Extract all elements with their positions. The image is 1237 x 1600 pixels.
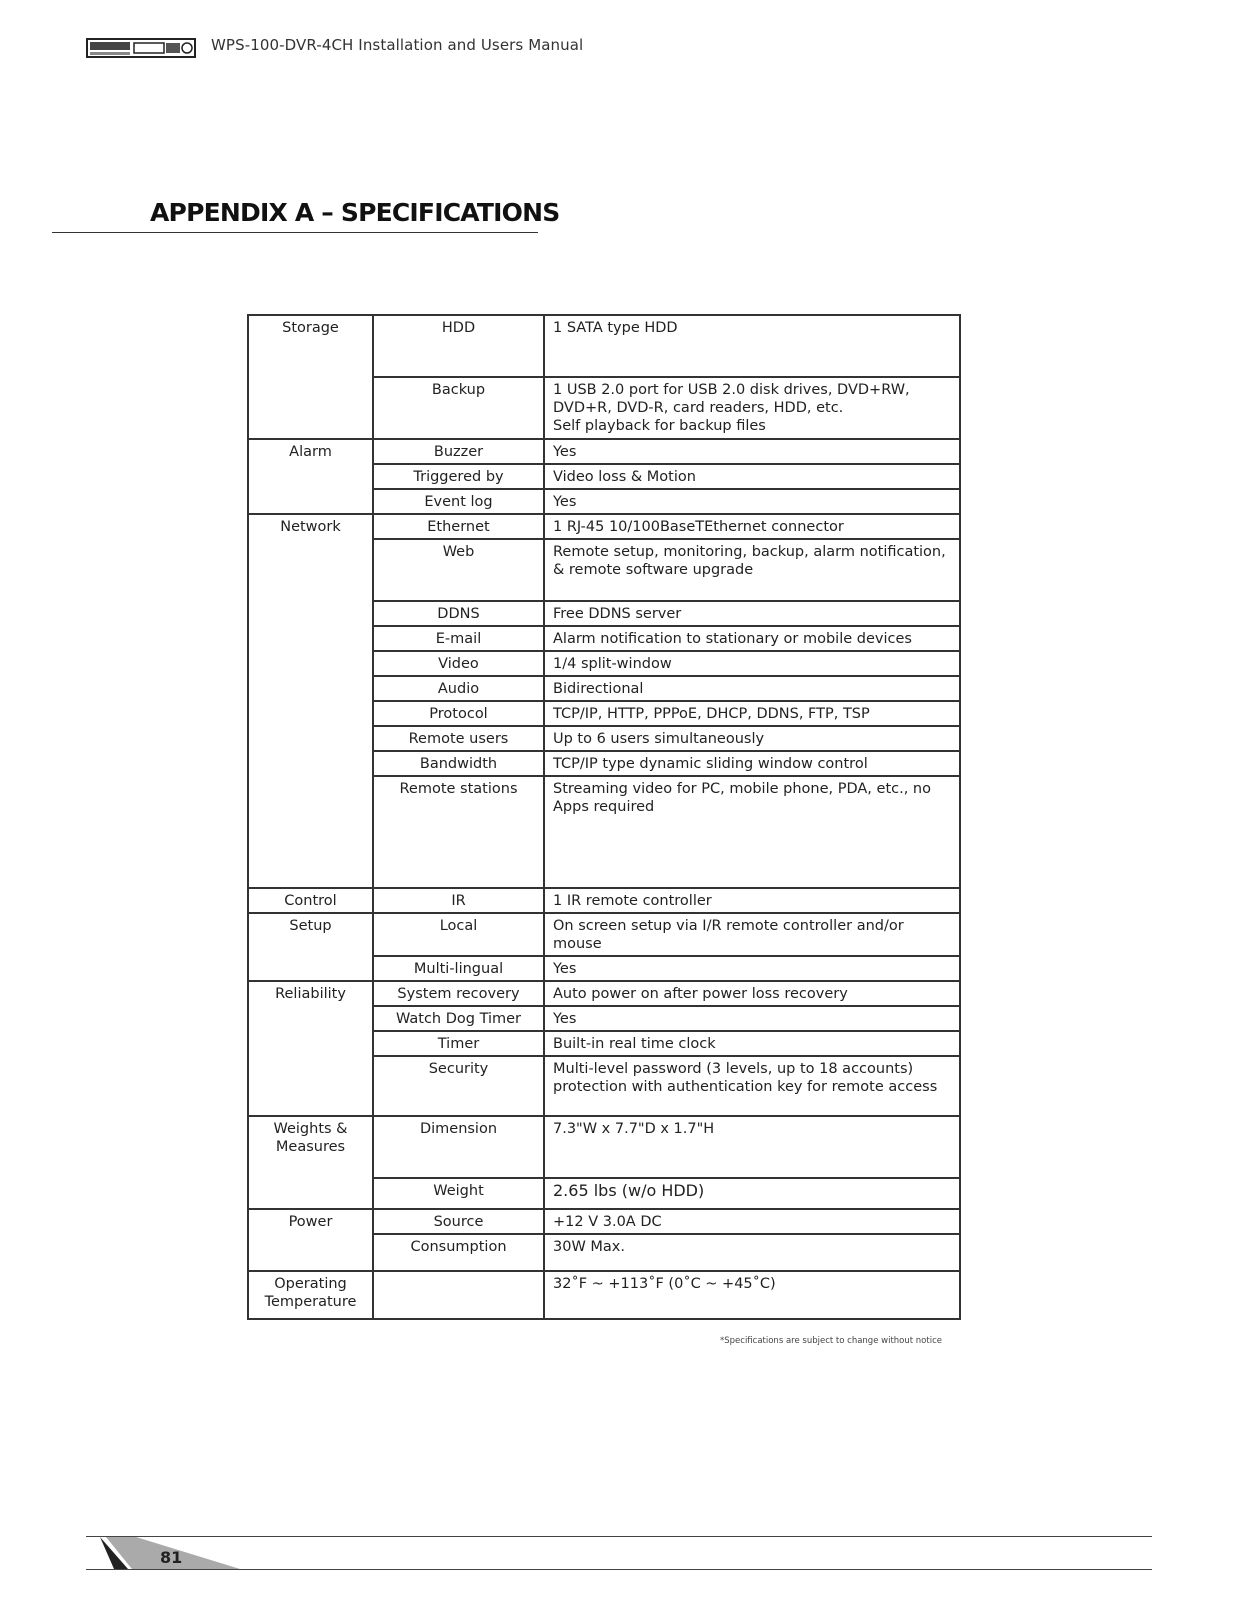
value-triggered-by: Video loss & Motion xyxy=(544,464,960,489)
item-source: Source xyxy=(373,1209,544,1234)
item-backup: Backup xyxy=(373,377,544,439)
header-title: WPS-100-DVR-4CH Installation and Users Manual xyxy=(211,36,584,54)
item-operating-temperature xyxy=(373,1271,544,1319)
item-email: E-mail xyxy=(373,626,544,651)
value-system-recovery: Auto power on after power loss recovery xyxy=(544,981,960,1006)
table-row xyxy=(248,1116,960,1178)
category-control: Control xyxy=(248,888,373,913)
item-consumption: Consumption xyxy=(373,1234,544,1271)
page-number: 81 xyxy=(160,1548,183,1567)
category-operating-temperature: Operating Temperature xyxy=(248,1271,373,1319)
value-weight: 2.65 lbs (w/o HDD) xyxy=(544,1178,960,1209)
item-audio: Audio xyxy=(373,676,544,701)
category-alarm: Alarm xyxy=(248,439,373,514)
value-hdd: 1 SATA type HDD xyxy=(544,315,960,377)
value-web: Remote setup, monitoring, backup, alarm notification, & remote software upgrade xyxy=(544,539,960,601)
value-ir: 1 IR remote controller xyxy=(544,888,960,913)
item-ir: IR xyxy=(373,888,544,913)
value-operating-temperature: 32˚F ~ +113˚F (0˚C ~ +45˚C) xyxy=(544,1271,960,1319)
item-hdd: HDD xyxy=(373,315,544,377)
footer-rule-bottom xyxy=(86,1569,1152,1570)
table-row xyxy=(248,981,960,1006)
value-remote-stations: Streaming video for PC, mobile phone, PDA, etc., no Apps required xyxy=(544,776,960,888)
item-event-log: Event log xyxy=(373,489,544,514)
value-remote-users: Up to 6 users simultaneously xyxy=(544,726,960,751)
item-dimension: Dimension xyxy=(373,1116,544,1178)
item-protocol: Protocol xyxy=(373,701,544,726)
specifications-table xyxy=(247,314,961,1320)
table-row xyxy=(248,514,960,539)
value-bandwidth: TCP/IP type dynamic sliding window control xyxy=(544,751,960,776)
value-video: 1/4 split-window xyxy=(544,651,960,676)
item-timer: Timer xyxy=(373,1031,544,1056)
table-row xyxy=(248,888,960,913)
value-email: Alarm notification to stationary or mobile devices xyxy=(544,626,960,651)
value-timer: Built-in real time clock xyxy=(544,1031,960,1056)
value-protocol: TCP/IP, HTTP, PPPoE, DHCP, DDNS, FTP, TSP xyxy=(544,701,960,726)
category-reliability: Reliability xyxy=(248,981,373,1116)
item-local: Local xyxy=(373,913,544,956)
table-row xyxy=(248,439,960,464)
value-source: +12 V 3.0A DC xyxy=(544,1209,960,1234)
value-multi-lingual: Yes xyxy=(544,956,960,981)
category-weights-measures: Weights & Measures xyxy=(248,1116,373,1209)
table-row xyxy=(248,315,960,377)
table-row xyxy=(248,1271,960,1319)
category-setup: Setup xyxy=(248,913,373,981)
item-system-recovery: System recovery xyxy=(373,981,544,1006)
value-local: On screen setup via I/R remote controller and/or mouse xyxy=(544,913,960,956)
title-underline xyxy=(52,232,538,233)
item-triggered-by: Triggered by xyxy=(373,464,544,489)
value-consumption: 30W Max. xyxy=(544,1234,960,1271)
value-ddns: Free DDNS server xyxy=(544,601,960,626)
specifications-footnote: *Specifications are subject to change without notice xyxy=(720,1336,942,1346)
value-security: Multi-level password (3 levels, up to 18 accounts) protection with authentication key for remote access xyxy=(544,1056,960,1116)
item-security: Security xyxy=(373,1056,544,1116)
table-row xyxy=(248,1209,960,1234)
footer-rule-top xyxy=(86,1536,1152,1537)
value-backup: 1 USB 2.0 port for USB 2.0 disk drives, DVD+RW, DVD+R, DVD-R, card readers, HDD, etc. Self playback for backup files xyxy=(544,377,960,439)
item-video: Video xyxy=(373,651,544,676)
value-buzzer: Yes xyxy=(544,439,960,464)
item-watch-dog-timer: Watch Dog Timer xyxy=(373,1006,544,1031)
category-power: Power xyxy=(248,1209,373,1271)
value-watch-dog-timer: Yes xyxy=(544,1006,960,1031)
item-web: Web xyxy=(373,539,544,601)
table-row xyxy=(248,913,960,956)
item-multi-lingual: Multi-lingual xyxy=(373,956,544,981)
value-dimension: 7.3"W x 7.7"D x 1.7"H xyxy=(544,1116,960,1178)
item-ethernet: Ethernet xyxy=(373,514,544,539)
item-buzzer: Buzzer xyxy=(373,439,544,464)
category-network: Network xyxy=(248,514,373,888)
value-audio: Bidirectional xyxy=(544,676,960,701)
dvr-device-icon xyxy=(86,36,198,60)
value-ethernet: 1 RJ-45 10/100BaseTEthernet connector xyxy=(544,514,960,539)
value-event-log: Yes xyxy=(544,489,960,514)
page-title: APPENDIX A – SPECIFICATIONS xyxy=(150,198,560,227)
category-storage: Storage xyxy=(248,315,373,439)
item-remote-users: Remote users xyxy=(373,726,544,751)
item-remote-stations: Remote stations xyxy=(373,776,544,888)
item-ddns: DDNS xyxy=(373,601,544,626)
item-bandwidth: Bandwidth xyxy=(373,751,544,776)
item-weight: Weight xyxy=(373,1178,544,1209)
